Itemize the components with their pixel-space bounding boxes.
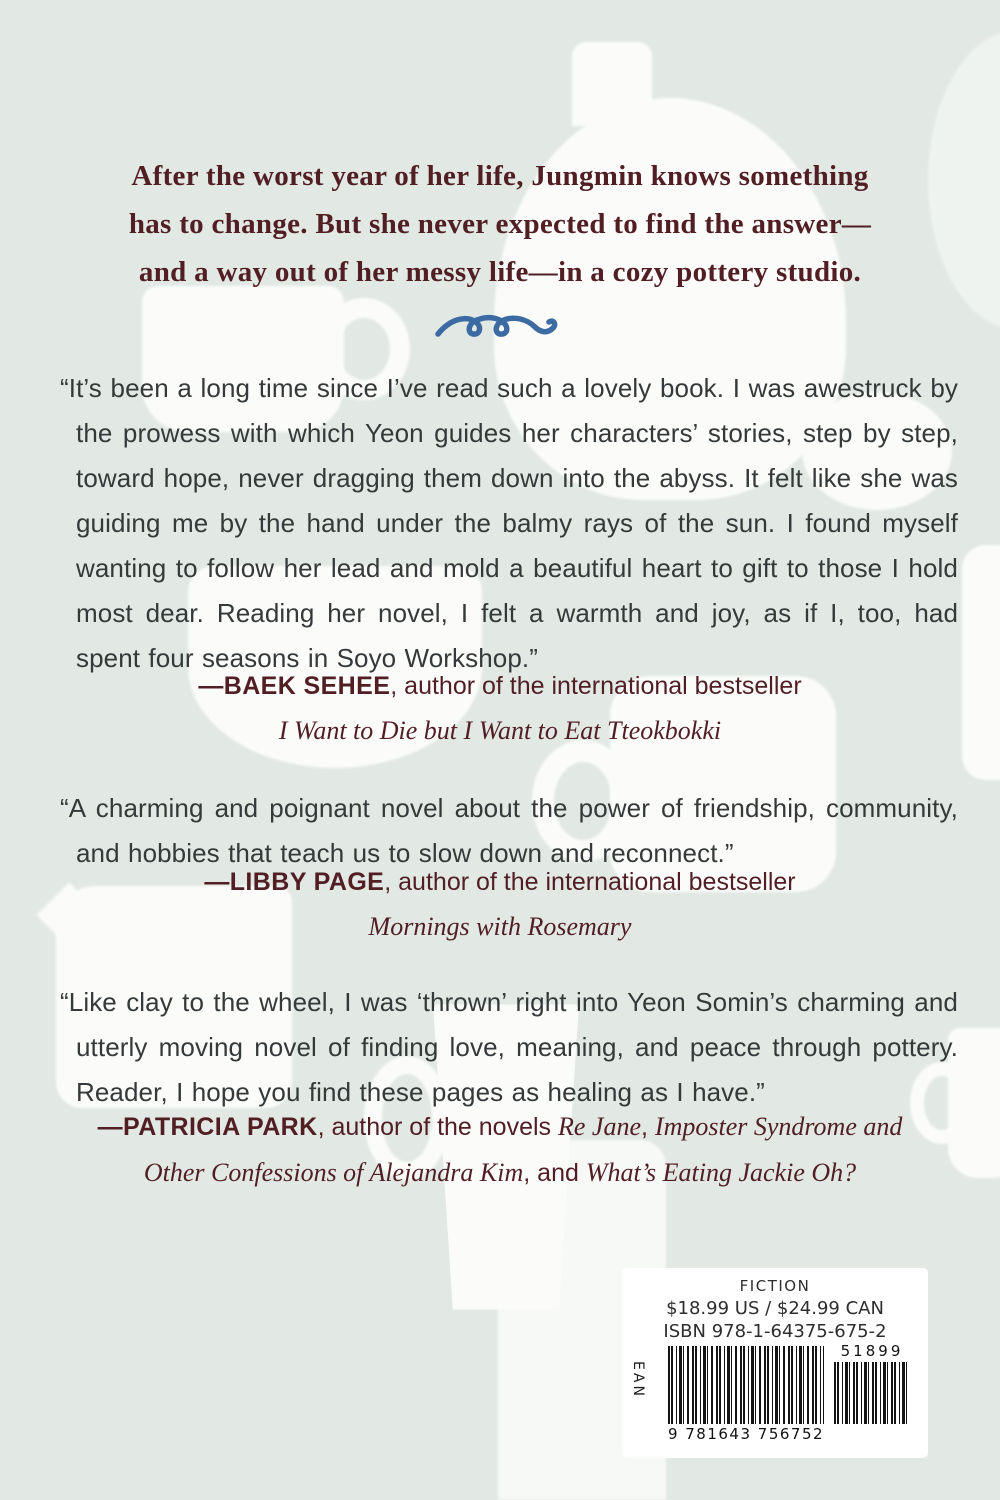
attribution-segment: Re Jane (558, 1112, 642, 1141)
ean-barcode-digits: 9 781643 756752 (667, 1425, 825, 1443)
attribution-dash: — (204, 868, 230, 896)
price-label: $18.99 US / $24.99 CAN (666, 1298, 884, 1319)
review-quote-libby-page: “A charming and poignant novel about the power of friendship, community, and hobbies that teach us to slow down and reconnect.” (60, 793, 958, 868)
quote-attribution-patricia-park (90, 1104, 910, 1196)
attribution-segment: What’s Eating Jackie Oh? (585, 1158, 857, 1187)
attribution-segment: —PATRICIA PARK (97, 1113, 318, 1141)
review-quote-patricia-park: “Like clay to the wheel, I was ‘thrown’ right into Yeon Somin’s charming and utterly moving novel of finding love, meaning, and peace through pottery. Reader, I hope you find these pages as healing as I have.” (60, 987, 958, 1107)
attribution-name: BAEK SEHEE (223, 672, 391, 700)
attribution-segment: , and (523, 1159, 586, 1187)
attribution-name: LIBBY PAGE (229, 868, 385, 896)
price-addon-barcode-icon (834, 1362, 910, 1424)
category-label: FICTION (739, 1277, 811, 1295)
quote-attribution-libby-page (60, 868, 940, 897)
attribution-segment: Imposter Syndrome and Other Confessions of Alejandra Kim (143, 1112, 903, 1187)
headline-line-3: and a way out of her messy life—in a cozy pottery studio. (138, 256, 862, 288)
quote-attribution-baek-sehee (60, 672, 940, 701)
barcode-panel (622, 1268, 928, 1458)
price-addon-digits: 51899 (840, 1342, 904, 1360)
ean-barcode-icon (668, 1346, 824, 1424)
ean-label: EAN (630, 1361, 646, 1399)
attribution-segment: , author of the novels (317, 1113, 558, 1141)
headline-line-2: has to change. But she never expected to find the answer— (128, 208, 872, 240)
attribution-dash: — (198, 672, 224, 700)
isbn-label: ISBN 978-1-64375-675-2 (663, 1321, 887, 1342)
headline-line-1: After the worst year of her life, Jungmin knows something (131, 160, 869, 192)
review-quote-baek-sehee: “It’s been a long time since I’ve read such a lovely book. I was awestruck by the prowess with which Yeon guides her characters’ stories, step by step, toward hope, never dragging them down into the abyss. It felt like she was guiding me by the hand under the balmy rays of the sun. I found myself wanting to follow her lead and mold a beautiful heart to gift to those I hold most dear. Reading her novel, I felt a warmth and joy, as if I, too, had spent four seasons in Soyo Workshop.” (60, 373, 958, 673)
attribution-book-title: Mornings with Rosemary (368, 912, 632, 941)
attribution-book-title: I Want to Die but I Want to Eat Tteokbokki (278, 716, 722, 745)
pottery-vase-silhouette (962, 545, 1000, 780)
back-cover-headline (20, 152, 980, 296)
attribution-segment: , (641, 1113, 655, 1141)
attribution-role: , author of the international bestseller (390, 672, 802, 700)
squiggle-divider-icon (434, 306, 566, 351)
attribution-role: , author of the international bestseller (384, 868, 796, 896)
